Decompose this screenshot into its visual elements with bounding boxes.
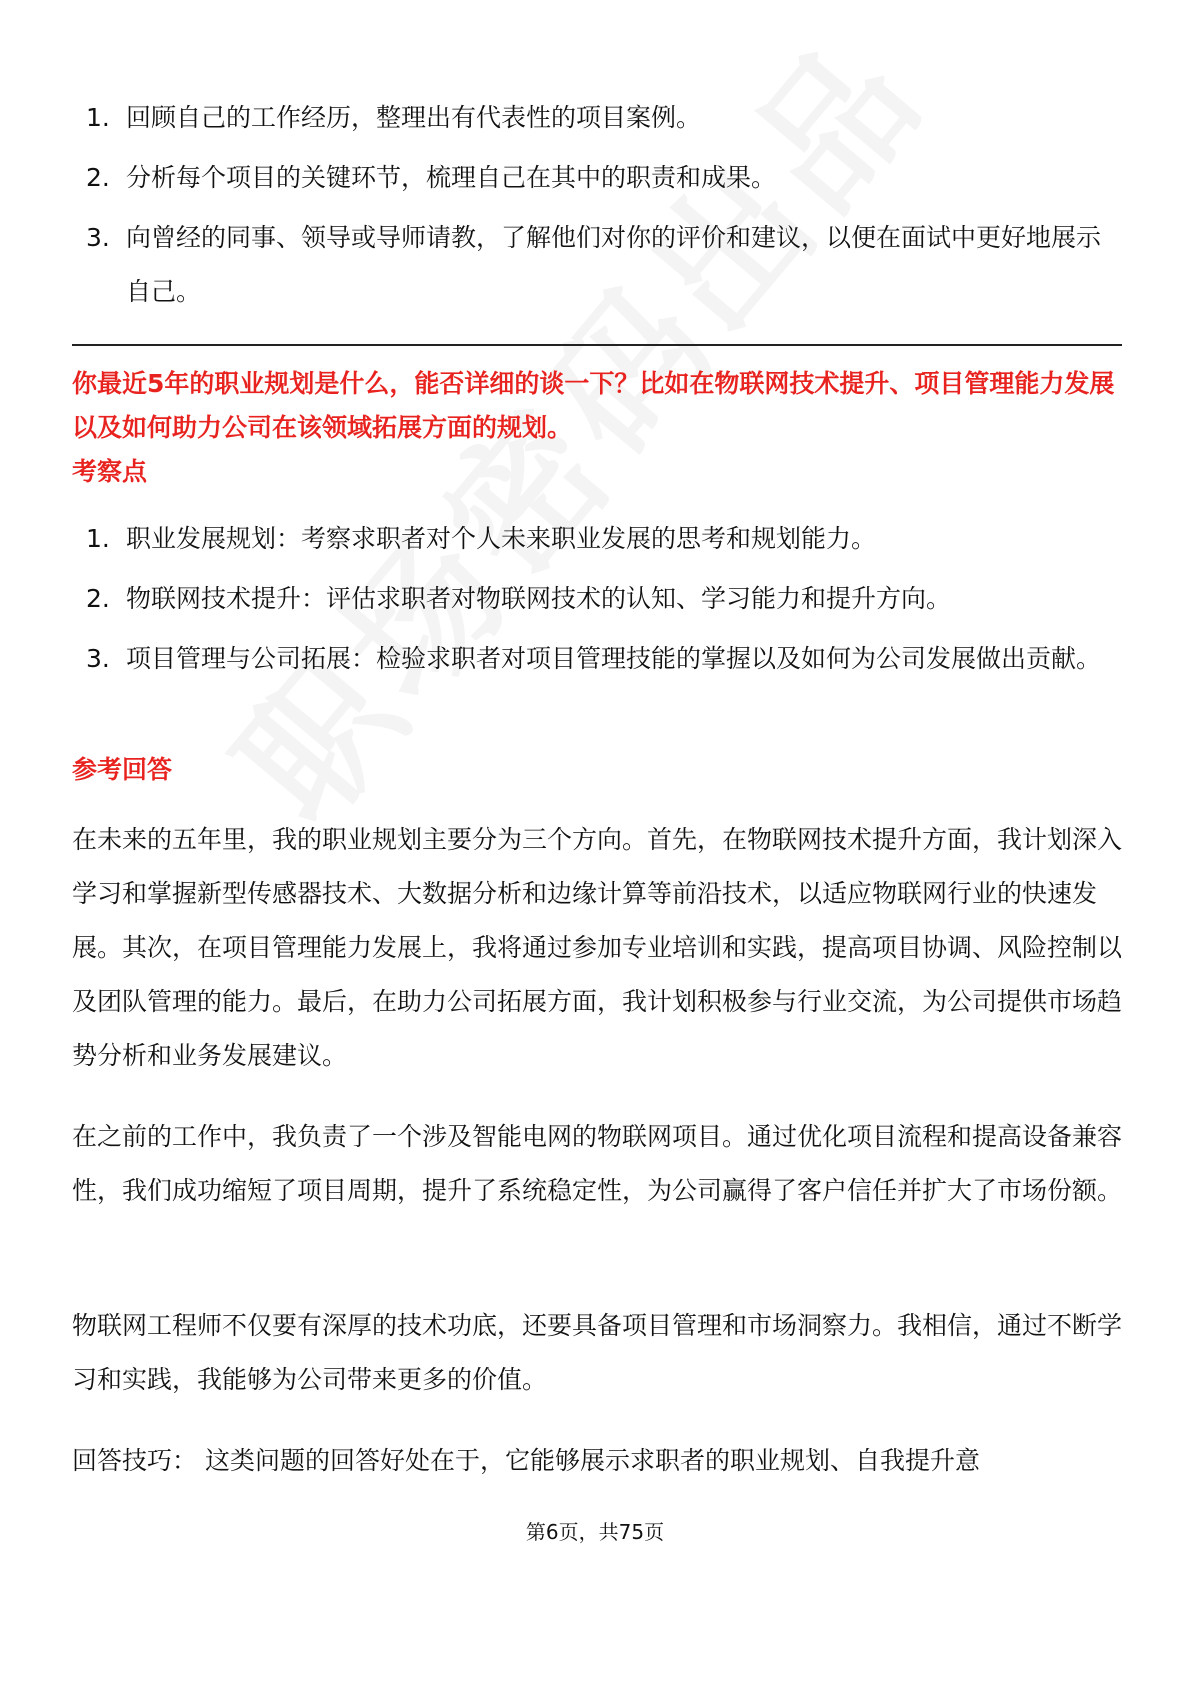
- interview-question: 你最近5年的职业规划是什么，能否详细的谈一下？比如在物联网技术提升、项目管理能力发展以及如何助力公司在该领域拓展方面的规划。: [72, 369, 1115, 442]
- list-item-text: 回顾自己的工作经历，整理出有代表性的项目案例。: [126, 103, 702, 132]
- list-item: [72, 151, 1122, 205]
- list-item: [72, 211, 1122, 319]
- list-number: 3.: [86, 644, 110, 673]
- list-number: 1.: [86, 524, 110, 553]
- list-number: 2.: [86, 584, 110, 613]
- list-item-text: 分析每个项目的关键环节，梳理自己在其中的职责和成果。: [126, 163, 777, 192]
- list-item-text: 物联网技术提升：评估求职者对物联网技术的认知、学习能力和提升方向。: [126, 584, 952, 613]
- list-number: 1.: [86, 103, 110, 132]
- answer-paragraph: 在之前的工作中，我负责了一个涉及智能电网的物联网项目。通过优化项目流程和提高设备兼容性，我们成功缩短了项目周期，提升了系统稳定性，为公司赢得了客户信任并扩大了市场份额。: [72, 1122, 1123, 1205]
- page-number-footer: 第6页，共75页: [525, 1520, 665, 1544]
- answer-paragraph: 在未来的五年里，我的职业规划主要分为三个方向。首先，在物联网技术提升方面，我计划深入学习和掌握新型传感器技术、大数据分析和边缘计算等前沿技术，以适应物联网行业的快速发展。其次，在项目管理能力发展上，我将通过参加专业培训和实践，提高项目协调、风险控制以及团队管理的能力。最后，在助力公司拓展方面，我计划积极参与行业交流，为公司提供市场趋势分析和业务发展建议。: [72, 825, 1123, 1070]
- list-item-text: 项目管理与公司拓展：检验求职者对项目管理技能的掌握以及如何为公司发展做出贡献。: [126, 644, 1102, 673]
- list-item-text: 职业发展规划：考察求职者对个人未来职业发展的思考和规划能力。: [126, 524, 877, 553]
- list-item: [72, 512, 1122, 566]
- list-number: 2.: [86, 163, 110, 192]
- answer-tips-paragraph: 回答技巧： 这类问题的回答好处在于，它能够展示求职者的职业规划、自我提升意: [72, 1446, 980, 1475]
- kaochadian-list: [72, 512, 1122, 692]
- answer-paragraph: 物联网工程师不仅要有深厚的技术功底，还要具备项目管理和市场洞察力。我相信，通过不断学习和实践，我能够为公司带来更多的价值。: [72, 1311, 1123, 1394]
- list-item-text: 向曾经的同事、领导或导师请教，了解他们对你的评价和建议，以便在面试中更好地展示自己。: [126, 223, 1102, 306]
- list-item: [72, 572, 1122, 626]
- list-number: 3.: [86, 223, 110, 252]
- list-item: [72, 91, 1122, 145]
- prep-steps-list: [72, 91, 1122, 325]
- answer-heading: 参考回答: [72, 755, 173, 784]
- kaochadian-heading: 考察点: [72, 457, 148, 486]
- section-divider: [72, 344, 1122, 346]
- list-item: [72, 632, 1122, 686]
